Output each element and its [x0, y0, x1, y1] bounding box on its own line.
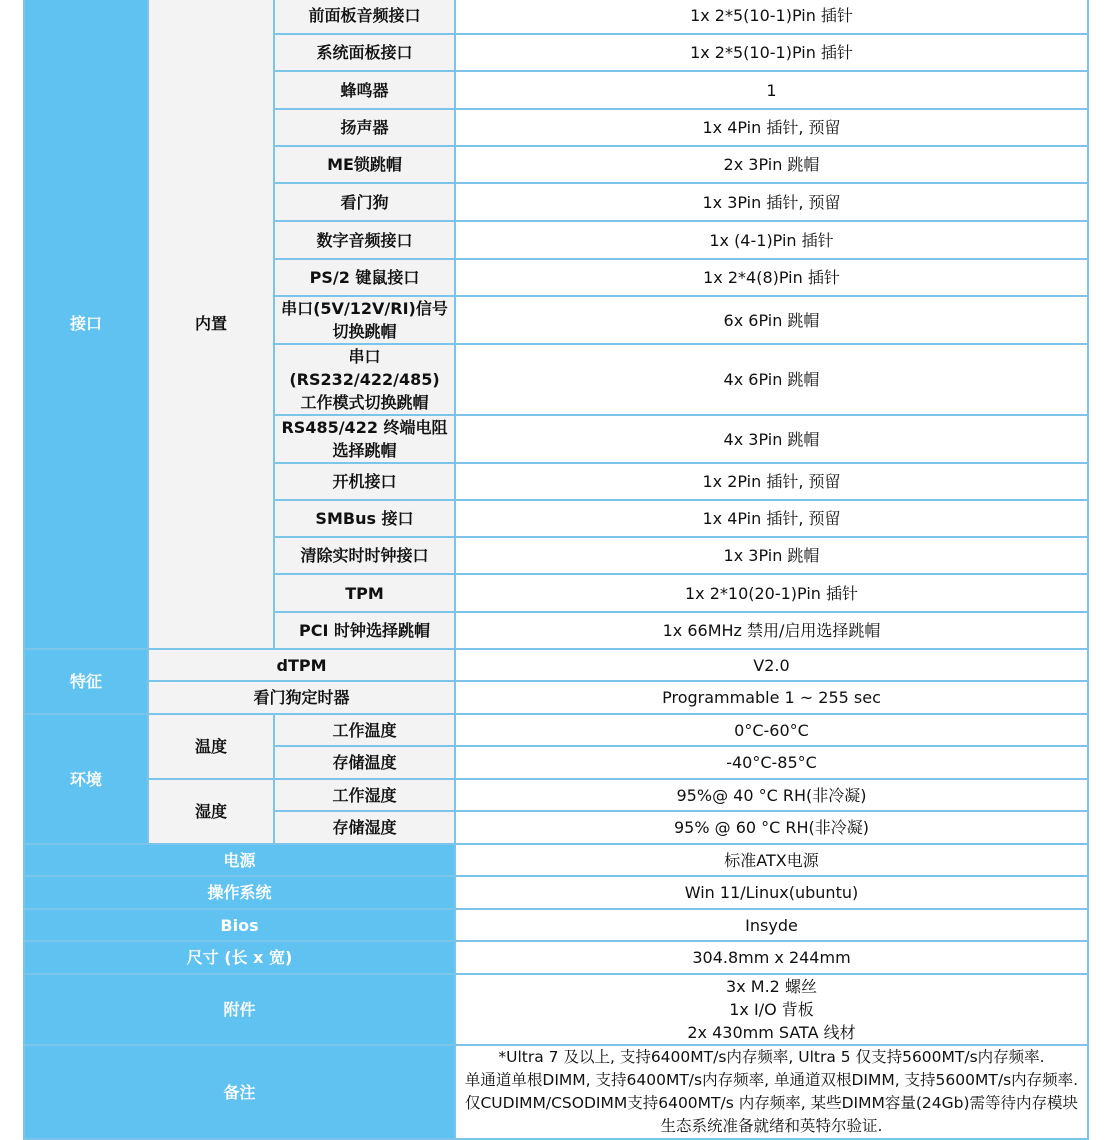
row-label: SMBus 接口 [274, 500, 455, 537]
row-value: 1x 3Pin 跳帽 [455, 537, 1088, 574]
subcategory-humidity: 湿度 [148, 779, 274, 844]
row-label: 数字音频接口 [274, 221, 455, 259]
row-value: 1x 2*4(8)Pin 插针 [455, 259, 1088, 296]
bios-label: Bios [24, 909, 455, 941]
category-environment: 环境 [24, 714, 148, 844]
row-value: Programmable 1 ~ 255 sec [455, 681, 1088, 714]
accessory-line: 2x 430mm SATA 线材 [687, 1023, 856, 1042]
row-label: 前面板音频接口 [274, 0, 455, 34]
row-value: V2.0 [455, 649, 1088, 681]
row-label: PS/2 键鼠接口 [274, 259, 455, 296]
os-value: Win 11/Linux(ubuntu) [455, 876, 1088, 909]
row-label: 扬声器 [274, 109, 455, 146]
table-row [24, 714, 1088, 746]
row-value: 6x 6Pin 跳帽 [455, 296, 1088, 344]
table-row [24, 974, 1088, 1045]
spec-table [23, 0, 1089, 1140]
label-line: 串口(RS232/422/485) [289, 347, 440, 389]
table-row [24, 779, 1088, 811]
os-label: 操作系统 [24, 876, 455, 909]
row-value: 0°C-60°C [455, 714, 1088, 746]
row-value: 95%@ 40 °C RH(非冷凝) [455, 779, 1088, 811]
row-value: 1x 4Pin 插针, 预留 [455, 500, 1088, 537]
row-value: 1x 4Pin 插针, 预留 [455, 109, 1088, 146]
row-value: 4x 3Pin 跳帽 [455, 415, 1088, 463]
label-line: RS485/422 终端电阻 [281, 418, 448, 437]
table-row [24, 909, 1088, 941]
row-value: 1x 66MHz 禁用/启用选择跳帽 [455, 612, 1088, 649]
row-label: dTPM [148, 649, 455, 681]
table-row [24, 876, 1088, 909]
accessory-line: 3x M.2 螺丝 [726, 977, 817, 996]
label-line: 选择跳帽 [332, 441, 397, 460]
table-row [24, 941, 1088, 974]
row-label [274, 296, 455, 344]
notes-value [455, 1045, 1088, 1139]
row-label [274, 344, 455, 415]
subcategory-temperature: 温度 [148, 714, 274, 779]
power-value: 标准ATX电源 [455, 844, 1088, 876]
row-label: 看门狗 [274, 183, 455, 221]
row-value: -40°C-85°C [455, 746, 1088, 779]
row-label: 看门狗定时器 [148, 681, 455, 714]
row-value: 1x 2*5(10-1)Pin 插针 [455, 34, 1088, 71]
row-label [274, 415, 455, 463]
row-label: 开机接口 [274, 463, 455, 500]
table-row [24, 1045, 1088, 1139]
row-value: 95% @ 60 °C RH(非冷凝) [455, 811, 1088, 844]
table-row [24, 844, 1088, 876]
row-value: 1 [455, 71, 1088, 109]
row-label: 系统面板接口 [274, 34, 455, 71]
notes-label: 备注 [24, 1045, 455, 1139]
accessories-label: 附件 [24, 974, 455, 1045]
row-value: 2x 3Pin 跳帽 [455, 146, 1088, 183]
row-label: 工作湿度 [274, 779, 455, 811]
table-row [24, 0, 1088, 34]
label-line: 串口(5V/12V/RI)信号 [281, 299, 448, 318]
row-value: 4x 6Pin 跳帽 [455, 344, 1088, 415]
table-row [24, 681, 1088, 714]
bios-value: Insyde [455, 909, 1088, 941]
row-label: 存储温度 [274, 746, 455, 779]
subcategory-builtin: 内置 [148, 0, 274, 649]
category-interface: 接口 [24, 0, 148, 649]
row-label: 工作温度 [274, 714, 455, 746]
row-value: 1x 2Pin 插针, 预留 [455, 463, 1088, 500]
category-features: 特征 [24, 649, 148, 714]
row-label: 存储湿度 [274, 811, 455, 844]
row-label: 蜂鸣器 [274, 71, 455, 109]
row-label: ME锁跳帽 [274, 146, 455, 183]
size-value: 304.8mm x 244mm [455, 941, 1088, 974]
row-label: 清除实时时钟接口 [274, 537, 455, 574]
accessories-value [455, 974, 1088, 1045]
size-label: 尺寸 (长 x 宽) [24, 941, 455, 974]
row-value: 1x 3Pin 插针, 预留 [455, 183, 1088, 221]
row-value: 1x (4-1)Pin 插针 [455, 221, 1088, 259]
note-line: 仅CUDIMM/CSODIMM支持6400MT/s 内存频率, 某些DIMM容量(24Gb)需等待内存模块 [464, 1094, 1079, 1112]
table-row [24, 649, 1088, 681]
row-label: TPM [274, 574, 455, 612]
label-line: 切换跳帽 [332, 322, 397, 341]
note-line: 单通道单根DIMM, 支持6400MT/s内存频率, 单通道双根DIMM, 支持5600MT/s内存频率. [464, 1071, 1079, 1089]
row-value: 1x 2*10(20-1)Pin 插针 [455, 574, 1088, 612]
accessory-line: 1x I/O 背板 [729, 1000, 814, 1019]
row-label: PCI 时钟选择跳帽 [274, 612, 455, 649]
note-line: *Ultra 7 及以上, 支持6400MT/s内存频率, Ultra 5 仅支持5600MT/s内存频率. [498, 1048, 1045, 1066]
label-line: 工作模式切换跳帽 [300, 393, 429, 412]
row-value: 1x 2*5(10-1)Pin 插针 [455, 0, 1088, 34]
power-label: 电源 [24, 844, 455, 876]
note-line: 生态系统准备就绪和英特尔验证. [660, 1117, 883, 1135]
